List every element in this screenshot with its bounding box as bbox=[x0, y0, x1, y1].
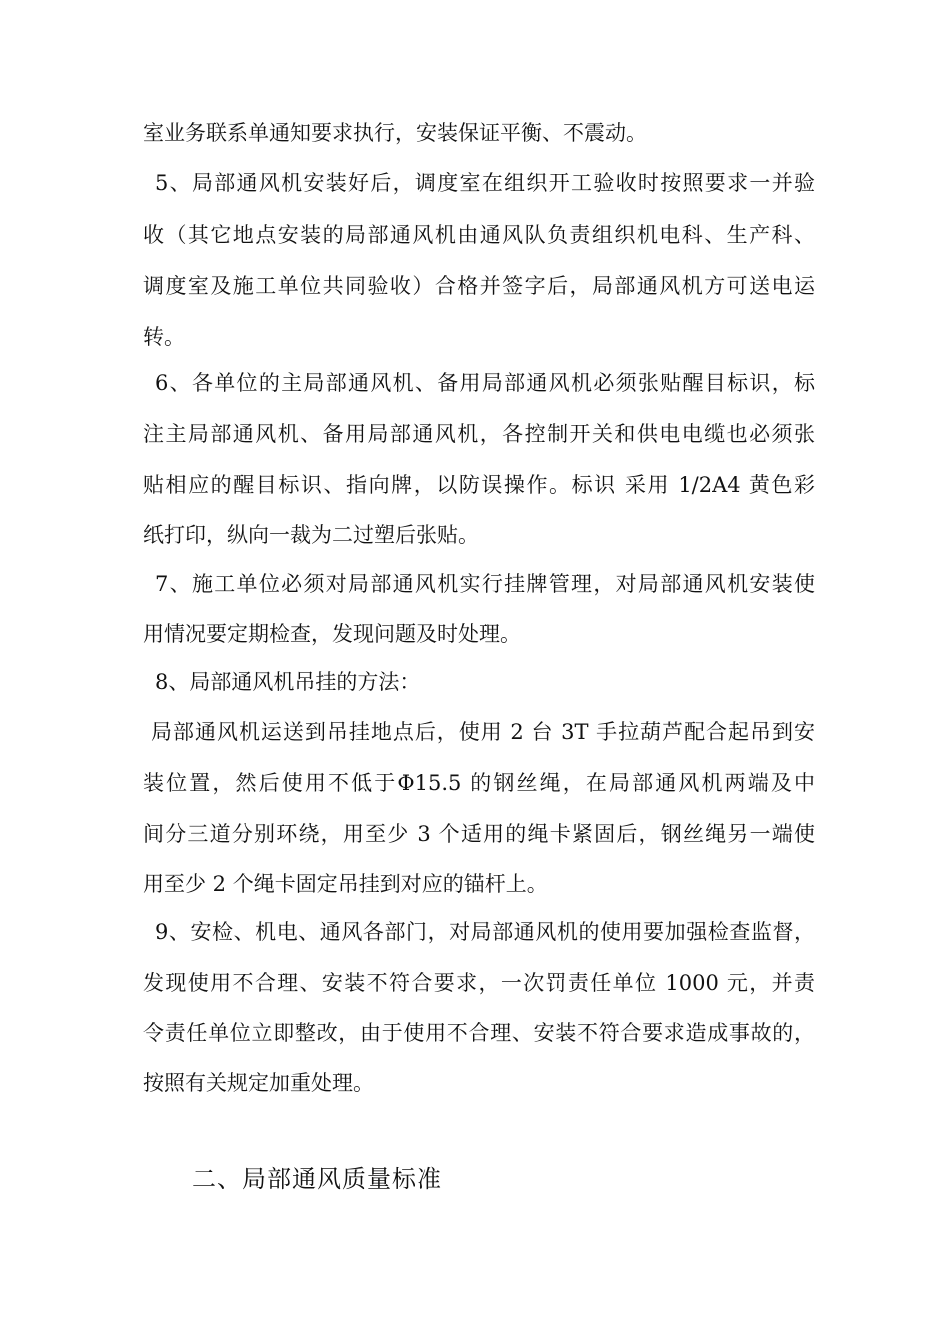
paragraph-line: 8、局部通风机吊挂的方法： bbox=[155, 670, 421, 694]
paragraph-line: 用至少 2 个绳卡固定吊挂到对应的锚杆上。 bbox=[143, 872, 548, 896]
paragraph-line: 局部通风机运送到吊挂地点后，使用 2 台 3T 手拉葫芦配合起吊到安 bbox=[151, 720, 815, 744]
paragraph-line: 纸打印，纵向一裁为二过塑后张贴。 bbox=[143, 523, 479, 547]
paragraph-line: 6、各单位的主局部通风机、备用局部通风机必须张贴醒目标识，标 bbox=[155, 371, 815, 395]
paragraph-line: 贴相应的醒目标识、指向牌，以防误操作。标识 采用 1/2A4 黄色彩 bbox=[143, 473, 815, 497]
paragraph-line: 室业务联系单通知要求执行，安装保证平衡、不震动。 bbox=[143, 121, 647, 145]
paragraph-line: 9、安检、机电、通风各部门，对局部通风机的使用要加强检查监督， bbox=[155, 920, 815, 944]
paragraph-line: 用情况要定期检查，发现问题及时处理。 bbox=[143, 622, 521, 646]
paragraph-line: 调度室及施工单位共同验收）合格并签字后，局部通风机方可送电运 bbox=[143, 274, 815, 298]
paragraph-line: 装位置，然后使用不低于Φ15.5 的钢丝绳，在局部通风机两端及中 bbox=[143, 771, 815, 795]
paragraph-line: 7、施工单位必须对局部通风机实行挂牌管理，对局部通风机安装使 bbox=[155, 572, 815, 596]
paragraph-line: 按照有关规定加重处理。 bbox=[143, 1071, 374, 1095]
paragraph-line: 收（其它地点安装的局部通风机由通风队负责组织机电科、生产科、 bbox=[143, 223, 815, 247]
paragraph-line: 5、局部通风机安装好后，调度室在组织开工验收时按照要求一并验 bbox=[155, 171, 815, 195]
paragraph-line: 间分三道分别环绕，用至少 3 个适用的绳卡紧固后，钢丝绳另一端使 bbox=[143, 822, 815, 846]
paragraph-line: 发现使用不合理、安装不符合要求，一次罚责任单位 1000 元，并责 bbox=[143, 971, 815, 995]
paragraph-line: 注主局部通风机、备用局部通风机，各控制开关和供电电缆也必须张 bbox=[143, 422, 815, 446]
paragraph-line: 令责任单位立即整改，由于使用不合理、安装不符合要求造成事故的， bbox=[143, 1021, 815, 1045]
section-heading: 二、局部通风质量标准 bbox=[192, 1165, 442, 1193]
paragraph-line: 转。 bbox=[143, 325, 185, 349]
